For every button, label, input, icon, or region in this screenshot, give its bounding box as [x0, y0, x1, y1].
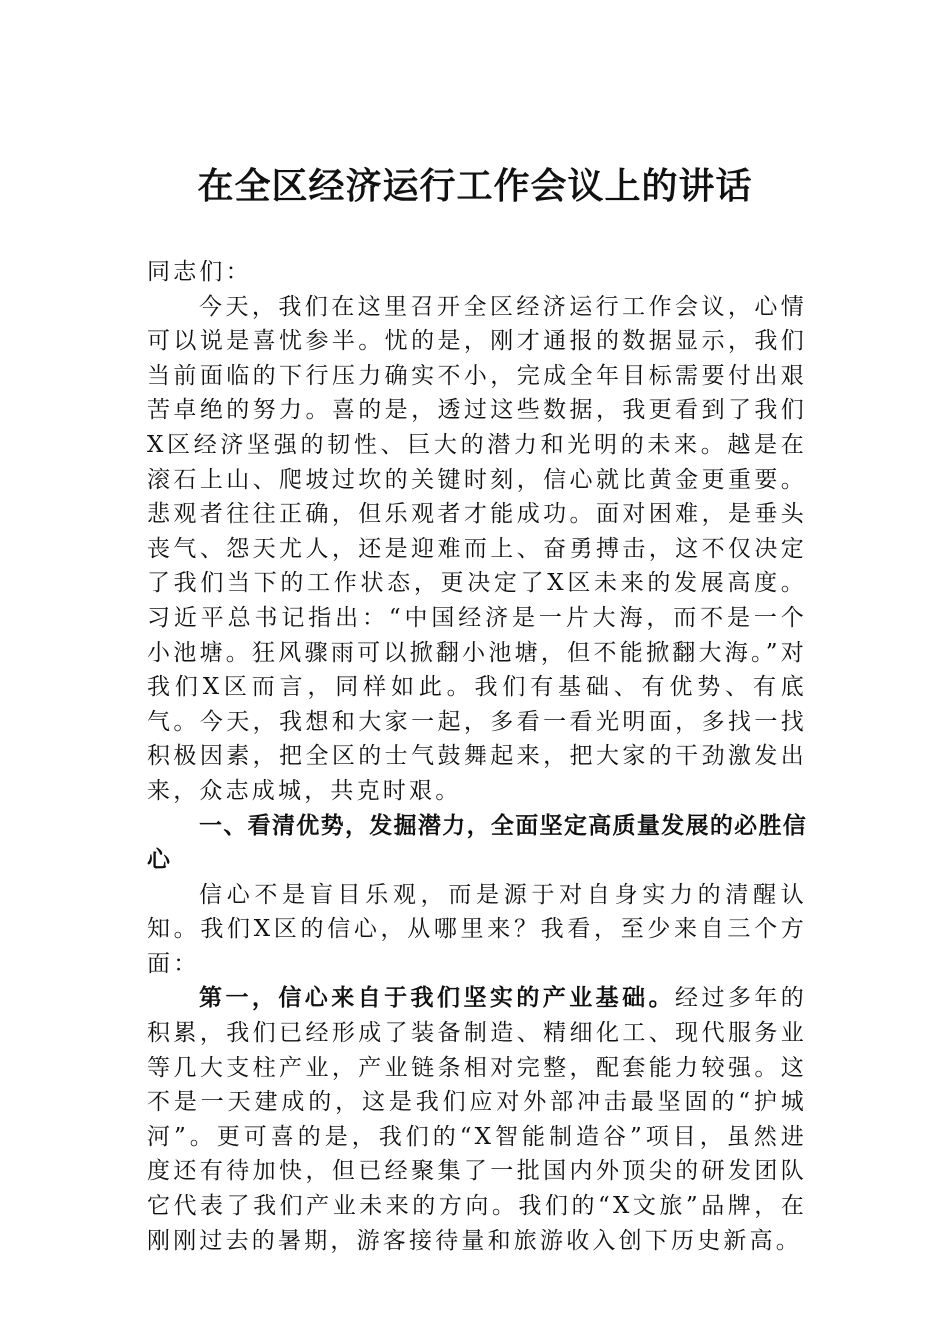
document-body [147, 255, 807, 1258]
document-title: 在全区经济运行工作会议上的讲话 [197, 165, 753, 207]
first-point-paragraph [147, 981, 807, 1258]
intro-paragraph: 今天，我们在这里召开全区经济运行工作会议，心情可以说是喜忧参半。忧的是，刚才通报的数据显示，我们当前面临的下行压力确实不小，完成全年目标需要付出艰苦卓绝的努力。喜的是，透过这些数据，我更看到了我们X区经济坚强的韧性、巨大的潜力和光明的未来。越是在滚石上山、爬坡过坎的关键时刻，信心就比黄金更重要。悲观者往往正确，但乐观者才能成功。面对困难，是垂头丧气、怨天尤人，还是迎难而上、奋勇搏击，这不仅决定了我们当下的工作状态，更决定了X区未来的发展高度。习近平总书记指出：“中国经济是一片大海，而不是一个小池塘。狂风骤雨可以掀翻小池塘，但不能掀翻大海。”对我们X区而言，同样如此。我们有基础、有优势、有底气。今天，我想和大家一起，多看一看光明面，多找一找积极因素，把全区的士气鼓舞起来，把大家的干劲激发出来，众志成城，共克时艰。 [147, 293, 807, 804]
first-point-lead: 第一，信心来自于我们坚实的产业基础。 [199, 984, 676, 1012]
first-point-body: 经过多年的积累，我们已经形成了装备制造、精细化工、现代服务业等几大支柱产业，产业链条相对完整，配套能力较强。这不是一天建成的，这是我们应对外部冲击最坚固的“护城河”。更可喜的是，我们的“X智能制造谷”项目，虽然进度还有待加快，但已经聚集了一批国内外顶尖的研发团队它代表了我们产业未来的方向。我们的“X文旅”品牌，在刚刚过去的暑期，游客接待量和旅游收入创下历史新高。 [147, 985, 807, 1254]
section-heading: 一、看清优势，发掘潜力，全面坚定高质量发展的必胜信心 [147, 812, 807, 874]
salutation: 同志们： [147, 259, 252, 285]
section-intro-paragraph: 信心不是盲目乐观，而是源于对自身实力的清醒认知。我们X区的信心，从哪里来？我看，至少来自三个方面： [147, 881, 807, 977]
